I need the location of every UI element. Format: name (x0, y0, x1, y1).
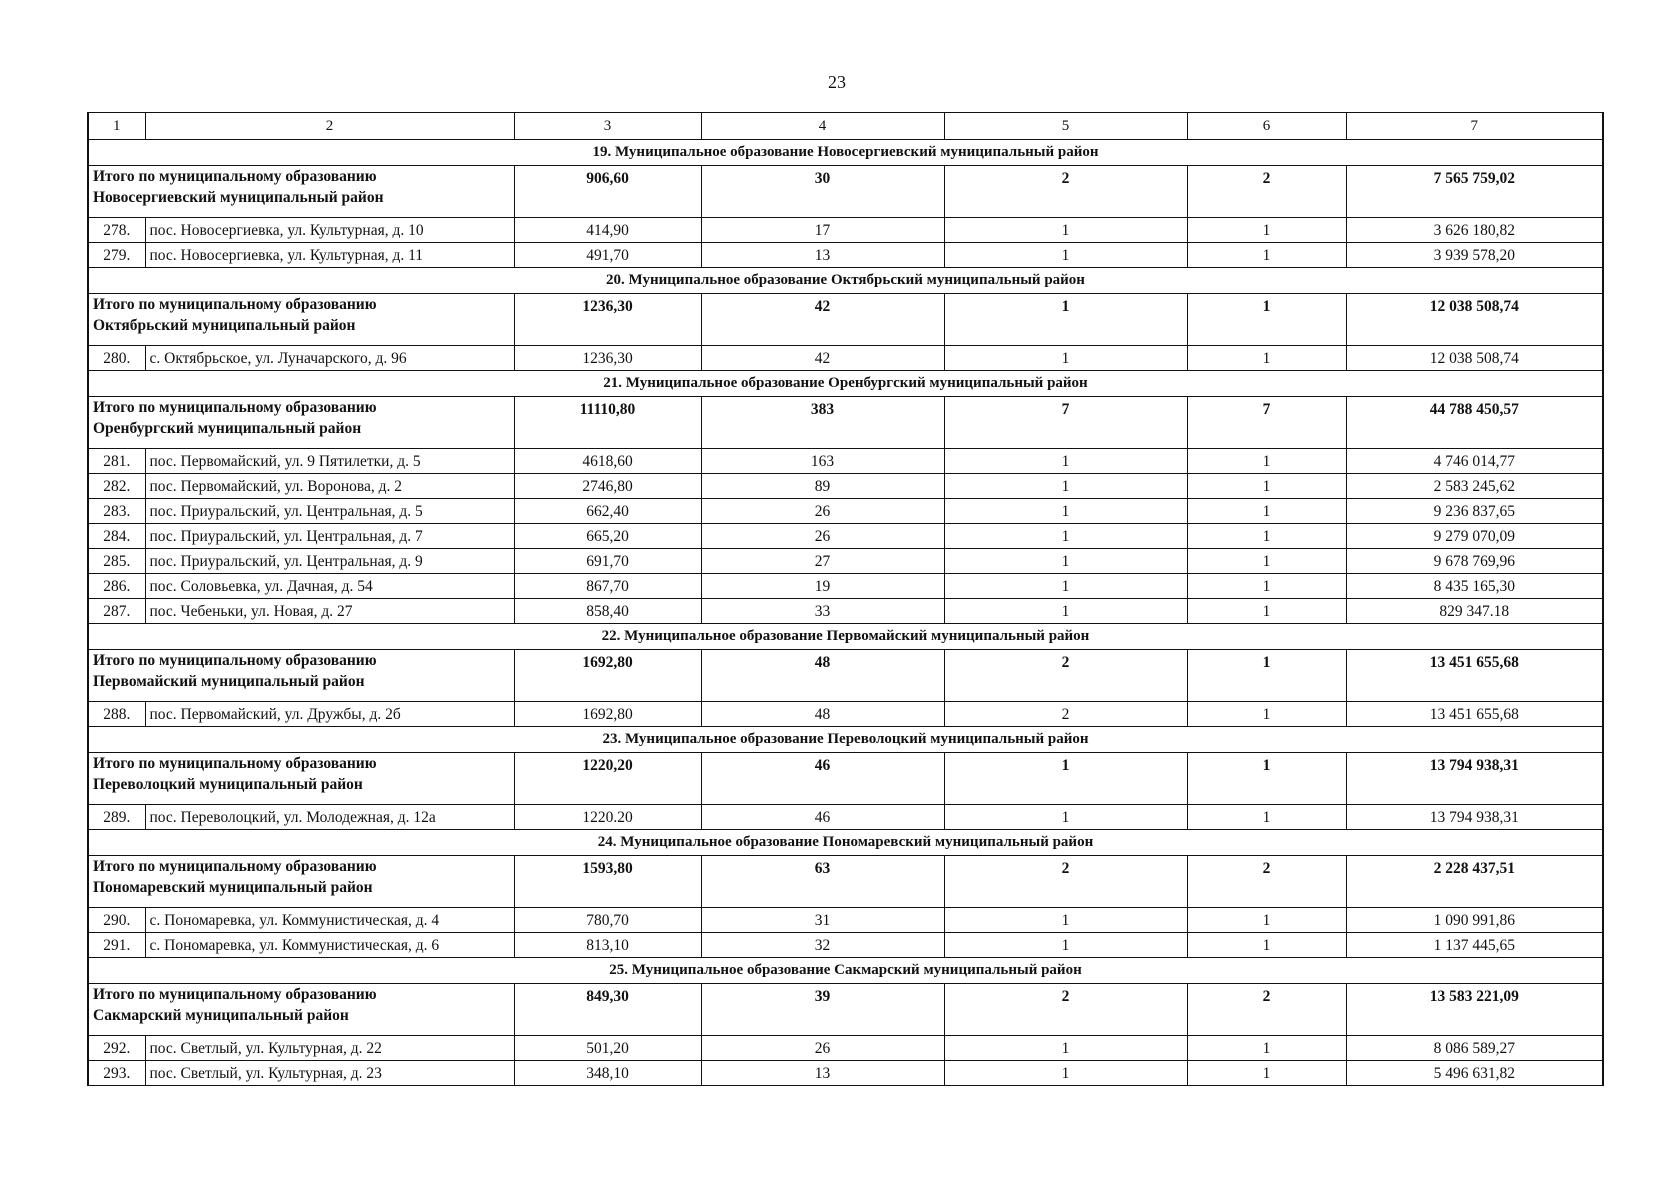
row-value-col5: 1 (944, 805, 1187, 830)
row-value-col7: 9 678 769,96 (1346, 549, 1603, 574)
row-value-col7: 5 496 631,82 (1346, 1061, 1603, 1086)
total-value-col7: 12 038 508,74 (1346, 294, 1603, 346)
total-value-col6: 2 (1187, 984, 1346, 1036)
table-row (88, 449, 1603, 474)
row-value-col6: 1 (1187, 218, 1346, 243)
row-value-col7: 9 236 837,65 (1346, 499, 1603, 524)
row-address: пос. Первомайский, ул. Воронова, д. 2 (145, 474, 514, 499)
column-header-6: 6 (1187, 113, 1346, 140)
total-label (88, 650, 514, 702)
section-title-row (88, 830, 1603, 856)
table-row (88, 549, 1603, 574)
total-value-col5: 1 (944, 294, 1187, 346)
row-value-col6: 1 (1187, 449, 1346, 474)
row-number: 281. (88, 449, 145, 474)
row-value-col4: 19 (701, 574, 944, 599)
section-title: 23. Муниципальное образование Переволоцкий муниципальный район (88, 727, 1603, 753)
row-value-col6: 1 (1187, 243, 1346, 268)
row-value-col3: 867,70 (514, 574, 701, 599)
row-value-col4: 42 (701, 346, 944, 371)
section-total-row (88, 753, 1603, 805)
column-header-1: 1 (88, 113, 145, 140)
table-row (88, 574, 1603, 599)
total-value-col7: 44 788 450,57 (1346, 397, 1603, 449)
row-value-col5: 1 (944, 549, 1187, 574)
row-value-col3: 1236,30 (514, 346, 701, 371)
row-address: пос. Приуральский, ул. Центральная, д. 5 (145, 499, 514, 524)
row-value-col7: 9 279 070,09 (1346, 524, 1603, 549)
row-value-col6: 1 (1187, 499, 1346, 524)
row-value-col7: 8 435 165,30 (1346, 574, 1603, 599)
total-value-col7: 2 228 437,51 (1346, 856, 1603, 908)
column-header-4: 4 (701, 113, 944, 140)
table-row (88, 805, 1603, 830)
table-row (88, 346, 1603, 371)
row-value-col6: 1 (1187, 549, 1346, 574)
row-value-col5: 1 (944, 218, 1187, 243)
row-value-col4: 26 (701, 1036, 944, 1061)
row-value-col4: 26 (701, 499, 944, 524)
row-number: 280. (88, 346, 145, 371)
row-value-col4: 163 (701, 449, 944, 474)
table-row (88, 908, 1603, 933)
row-address: пос. Приуральский, ул. Центральная, д. 9 (145, 549, 514, 574)
row-value-col7: 1 137 445,65 (1346, 933, 1603, 958)
total-label (88, 166, 514, 218)
row-number: 286. (88, 574, 145, 599)
section-title-row (88, 958, 1603, 984)
column-header-2: 2 (145, 113, 514, 140)
total-value-col3: 1220,20 (514, 753, 701, 805)
total-value-col7: 7 565 759,02 (1346, 166, 1603, 218)
row-value-col4: 17 (701, 218, 944, 243)
row-value-col7: 2 583 245,62 (1346, 474, 1603, 499)
row-value-col5: 1 (944, 933, 1187, 958)
row-value-col5: 1 (944, 243, 1187, 268)
total-label-line1: Итого по муниципальному образованию (93, 986, 377, 1003)
row-value-col7: 1 090 991,86 (1346, 908, 1603, 933)
row-number: 278. (88, 218, 145, 243)
table-row (88, 1061, 1603, 1086)
row-value-col5: 2 (944, 702, 1187, 727)
total-value-col5: 2 (944, 984, 1187, 1036)
total-value-col4: 42 (701, 294, 944, 346)
table-row (88, 702, 1603, 727)
section-title-row (88, 727, 1603, 753)
total-label-line2: Сакмарский муниципальный район (93, 1007, 349, 1024)
row-address: пос. Первомайский, ул. Дружбы, д. 2б (145, 702, 514, 727)
table-row (88, 599, 1603, 624)
section-total-row (88, 984, 1603, 1036)
total-value-col4: 39 (701, 984, 944, 1036)
row-value-col3: 1692,80 (514, 702, 701, 727)
section-total-row (88, 294, 1603, 346)
row-value-col7: 13 794 938,31 (1346, 805, 1603, 830)
row-value-col4: 89 (701, 474, 944, 499)
row-number: 284. (88, 524, 145, 549)
total-value-col4: 383 (701, 397, 944, 449)
total-label-line1: Итого по муниципальному образованию (93, 652, 377, 669)
row-value-col5: 1 (944, 474, 1187, 499)
row-value-col4: 26 (701, 524, 944, 549)
section-total-row (88, 397, 1603, 449)
row-number: 291. (88, 933, 145, 958)
row-number: 279. (88, 243, 145, 268)
total-value-col6: 2 (1187, 856, 1346, 908)
total-label (88, 856, 514, 908)
total-label-line2: Первомайский муниципальный район (93, 673, 365, 690)
total-value-col5: 1 (944, 753, 1187, 805)
row-value-col5: 1 (944, 1036, 1187, 1061)
total-value-col4: 48 (701, 650, 944, 702)
row-number: 287. (88, 599, 145, 624)
row-address: пос. Чебеньки, ул. Новая, д. 27 (145, 599, 514, 624)
table-row (88, 218, 1603, 243)
total-label-line2: Оренбургский муниципальный район (93, 420, 362, 437)
total-value-col5: 2 (944, 166, 1187, 218)
column-number-header-row (88, 113, 1603, 140)
row-value-col3: 491,70 (514, 243, 701, 268)
section-title-row (88, 371, 1603, 397)
row-number: 285. (88, 549, 145, 574)
row-number: 292. (88, 1036, 145, 1061)
section-title: 20. Муниципальное образование Октябрьский муниципальный район (88, 268, 1603, 294)
total-label (88, 984, 514, 1036)
total-value-col6: 2 (1187, 166, 1346, 218)
row-value-col5: 1 (944, 574, 1187, 599)
row-address: с. Пономаревка, ул. Коммунистическая, д. 4 (145, 908, 514, 933)
row-value-col6: 1 (1187, 524, 1346, 549)
row-value-col5: 1 (944, 524, 1187, 549)
row-value-col4: 13 (701, 1061, 944, 1086)
total-value-col3: 906,60 (514, 166, 701, 218)
table-row (88, 243, 1603, 268)
row-value-col4: 13 (701, 243, 944, 268)
row-value-col6: 1 (1187, 574, 1346, 599)
row-number: 288. (88, 702, 145, 727)
row-address: пос. Приуральский, ул. Центральная, д. 7 (145, 524, 514, 549)
row-value-col6: 1 (1187, 1036, 1346, 1061)
row-number: 293. (88, 1061, 145, 1086)
row-number: 290. (88, 908, 145, 933)
total-value-col7: 13 583 221,09 (1346, 984, 1603, 1036)
row-value-col3: 1220.20 (514, 805, 701, 830)
section-total-row (88, 166, 1603, 218)
column-header-5: 5 (944, 113, 1187, 140)
column-header-7: 7 (1346, 113, 1603, 140)
section-title-row (88, 140, 1603, 166)
column-header-3: 3 (514, 113, 701, 140)
row-value-col4: 48 (701, 702, 944, 727)
total-value-col6: 1 (1187, 650, 1346, 702)
row-value-col3: 414,90 (514, 218, 701, 243)
row-value-col7: 8 086 589,27 (1346, 1036, 1603, 1061)
row-value-col5: 1 (944, 908, 1187, 933)
row-value-col6: 1 (1187, 599, 1346, 624)
table-row (88, 1036, 1603, 1061)
row-value-col5: 1 (944, 499, 1187, 524)
table-row (88, 524, 1603, 549)
housing-register-table (87, 112, 1604, 1086)
total-value-col3: 1593,80 (514, 856, 701, 908)
row-address: с. Пономаревка, ул. Коммунистическая, д. 6 (145, 933, 514, 958)
row-address: пос. Светлый, ул. Культурная, д. 23 (145, 1061, 514, 1086)
section-title: 21. Муниципальное образование Оренбургский муниципальный район (88, 371, 1603, 397)
total-value-col6: 1 (1187, 753, 1346, 805)
total-label (88, 397, 514, 449)
row-value-col7: 13 451 655,68 (1346, 702, 1603, 727)
total-value-col3: 849,30 (514, 984, 701, 1036)
total-value-col4: 63 (701, 856, 944, 908)
total-value-col3: 1692,80 (514, 650, 701, 702)
row-value-col6: 1 (1187, 908, 1346, 933)
row-value-col6: 1 (1187, 1061, 1346, 1086)
row-value-col7: 12 038 508,74 (1346, 346, 1603, 371)
total-label-line1: Итого по муниципальному образованию (93, 755, 377, 772)
section-title: 22. Муниципальное образование Первомайский муниципальный район (88, 624, 1603, 650)
row-number: 289. (88, 805, 145, 830)
total-label-line1: Итого по муниципальному образованию (93, 168, 377, 185)
row-value-col3: 4618,60 (514, 449, 701, 474)
row-value-col6: 1 (1187, 702, 1346, 727)
table-row (88, 499, 1603, 524)
row-value-col3: 2746,80 (514, 474, 701, 499)
total-label-line1: Итого по муниципальному образованию (93, 858, 377, 875)
row-value-col3: 348,10 (514, 1061, 701, 1086)
total-value-col7: 13 451 655,68 (1346, 650, 1603, 702)
row-value-col7: 4 746 014,77 (1346, 449, 1603, 474)
row-value-col4: 32 (701, 933, 944, 958)
total-value-col4: 30 (701, 166, 944, 218)
total-label-line2: Переволоцкий муниципальный район (93, 776, 363, 793)
row-address: пос. Новосергиевка, ул. Культурная, д. 11 (145, 243, 514, 268)
row-value-col5: 1 (944, 1061, 1187, 1086)
total-label-line2: Октябрьский муниципальный район (93, 317, 356, 334)
row-value-col5: 1 (944, 599, 1187, 624)
row-value-col3: 665,20 (514, 524, 701, 549)
total-value-col6: 1 (1187, 294, 1346, 346)
total-value-col3: 11110,80 (514, 397, 701, 449)
section-total-row (88, 856, 1603, 908)
total-value-col5: 7 (944, 397, 1187, 449)
row-value-col4: 33 (701, 599, 944, 624)
row-value-col3: 780,70 (514, 908, 701, 933)
row-value-col6: 1 (1187, 805, 1346, 830)
section-title: 25. Муниципальное образование Сакмарский муниципальный район (88, 958, 1603, 984)
row-value-col4: 46 (701, 805, 944, 830)
row-value-col3: 501,20 (514, 1036, 701, 1061)
total-label (88, 753, 514, 805)
row-value-col6: 1 (1187, 346, 1346, 371)
row-value-col4: 27 (701, 549, 944, 574)
total-value-col4: 46 (701, 753, 944, 805)
row-number: 282. (88, 474, 145, 499)
row-value-col5: 1 (944, 346, 1187, 371)
row-value-col6: 1 (1187, 933, 1346, 958)
total-label-line1: Итого по муниципальному образованию (93, 399, 377, 416)
total-label-line2: Новосергиевский муниципальный район (93, 189, 384, 206)
section-title-row (88, 624, 1603, 650)
row-address: пос. Переволоцкий, ул. Молодежная, д. 12а (145, 805, 514, 830)
total-value-col3: 1236,30 (514, 294, 701, 346)
total-value-col7: 13 794 938,31 (1346, 753, 1603, 805)
row-value-col7: 3 626 180,82 (1346, 218, 1603, 243)
total-value-col5: 2 (944, 856, 1187, 908)
section-title: 24. Муниципальное образование Пономаревский муниципальный район (88, 830, 1603, 856)
page-number: 23 (828, 72, 846, 92)
table-row (88, 474, 1603, 499)
row-address: пос. Первомайский, ул. 9 Пятилетки, д. 5 (145, 449, 514, 474)
total-label-line2: Пономаревский муниципальный район (93, 879, 373, 896)
section-total-row (88, 650, 1603, 702)
row-value-col3: 691,70 (514, 549, 701, 574)
row-address: пос. Соловьевка, ул. Дачная, д. 54 (145, 574, 514, 599)
row-value-col7: 3 939 578,20 (1346, 243, 1603, 268)
table-row (88, 933, 1603, 958)
total-label-line1: Итого по муниципальному образованию (93, 296, 377, 313)
row-value-col7: 829 347.18 (1346, 599, 1603, 624)
row-value-col3: 813,10 (514, 933, 701, 958)
row-value-col3: 858,40 (514, 599, 701, 624)
row-address: пос. Светлый, ул. Культурная, д. 22 (145, 1036, 514, 1061)
total-label (88, 294, 514, 346)
row-value-col3: 662,40 (514, 499, 701, 524)
row-address: пос. Новосергиевка, ул. Культурная, д. 10 (145, 218, 514, 243)
section-title: 19. Муниципальное образование Новосергиевский муниципальный район (88, 140, 1603, 166)
total-value-col6: 7 (1187, 397, 1346, 449)
row-value-col5: 1 (944, 449, 1187, 474)
row-address: с. Октябрьское, ул. Луначарского, д. 96 (145, 346, 514, 371)
row-number: 283. (88, 499, 145, 524)
row-value-col6: 1 (1187, 474, 1346, 499)
total-value-col5: 2 (944, 650, 1187, 702)
section-title-row (88, 268, 1603, 294)
row-value-col4: 31 (701, 908, 944, 933)
